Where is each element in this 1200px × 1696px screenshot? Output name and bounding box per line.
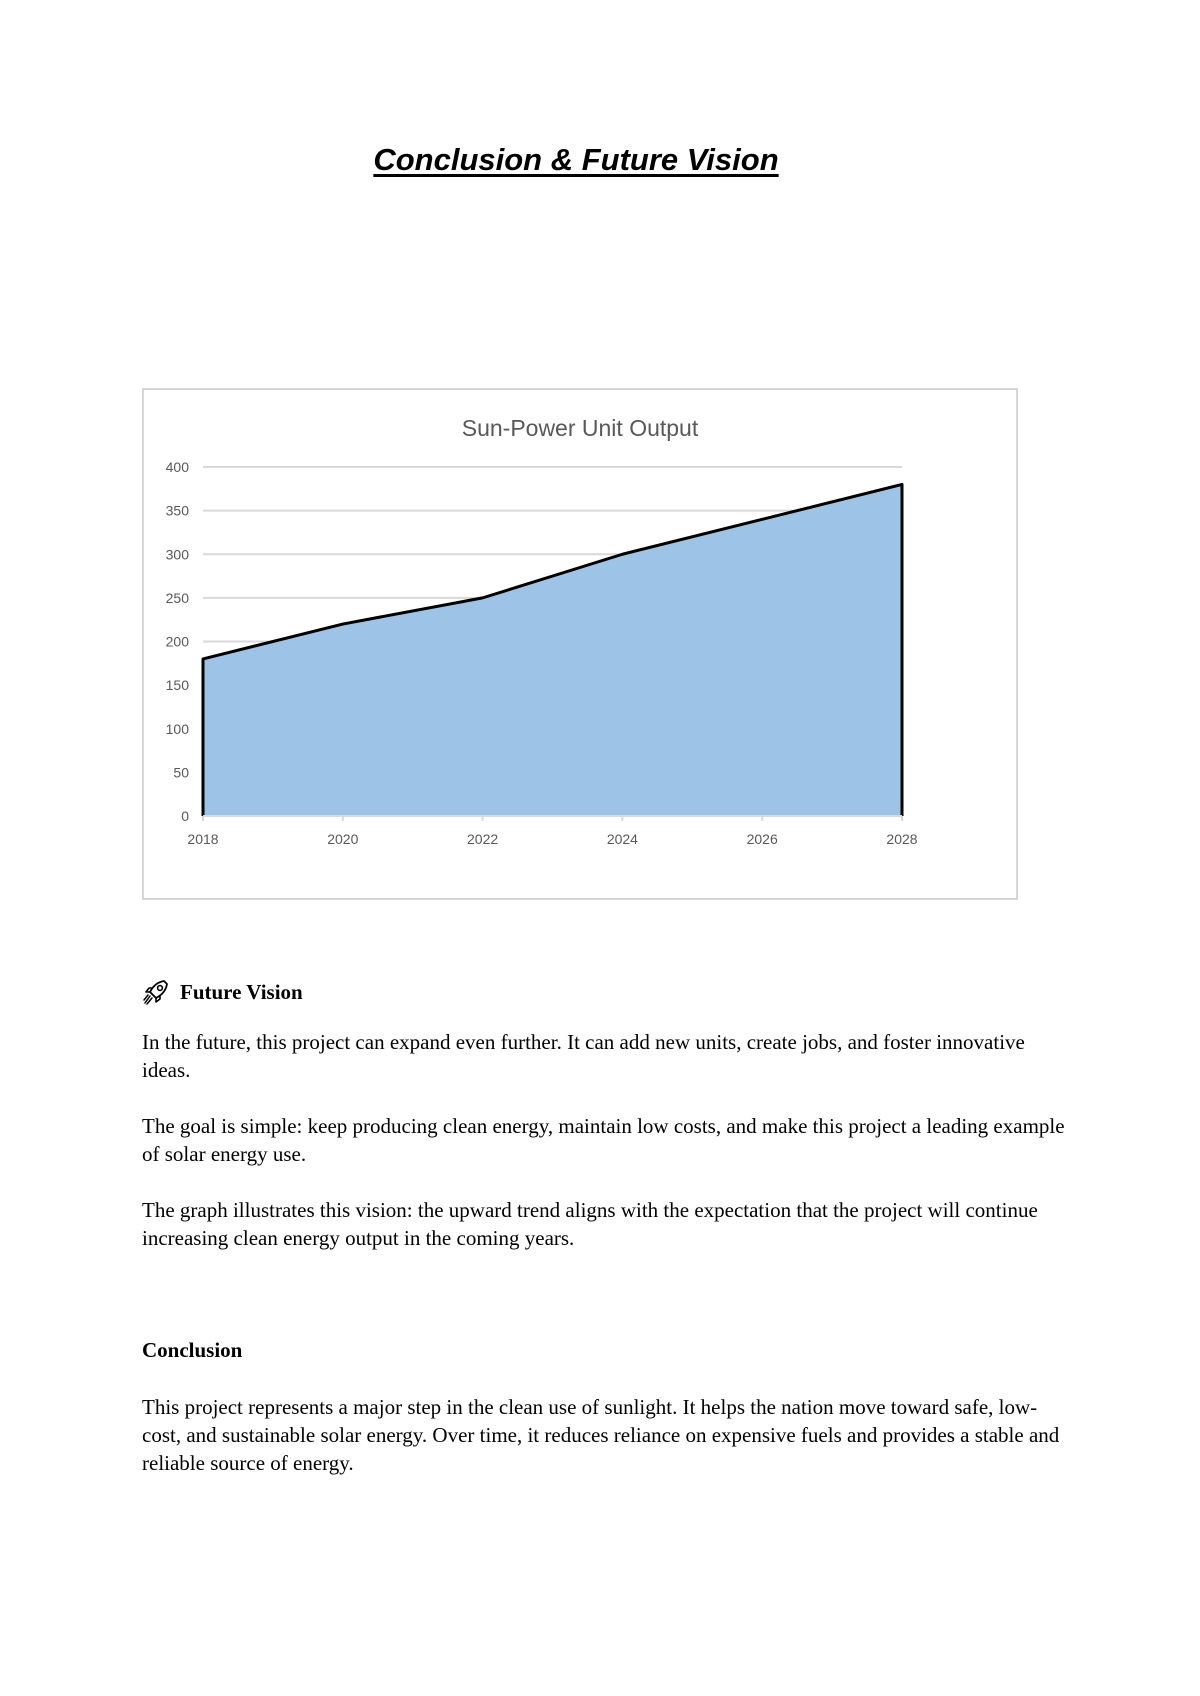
page-title: Conclusion & Future Vision	[373, 142, 779, 177]
y-tick-label: 50	[173, 764, 189, 781]
x-tick-label: 2024	[606, 831, 638, 847]
x-tick-label: 2028	[886, 831, 918, 847]
chart-y-axis	[166, 459, 190, 824]
area-fill	[203, 484, 902, 816]
future-vision-heading	[142, 978, 1072, 1006]
x-tick-label: 2018	[187, 831, 219, 847]
chart-x-axis	[187, 816, 917, 847]
future-vision-paragraph-3: The graph illustrates this vision: the upward trend aligns with the expectation that the project will continue increasing clean energy output in the coming years.	[142, 1198, 1038, 1250]
future-vision-paragraph-2: The goal is simple: keep producing clean energy, maintain low costs, and make this project a leading example of solar energy use.	[142, 1114, 1065, 1166]
future-vision-paragraph-1: In the future, this project can expand even further. It can add new units, create jobs, and foster innovative ideas.	[142, 1030, 1025, 1082]
area-chart	[142, 388, 1018, 900]
rocket-icon	[142, 978, 170, 1006]
chart-svg	[144, 390, 1016, 898]
y-tick-label: 200	[165, 633, 189, 650]
chart-title: Sun-Power Unit Output	[461, 415, 699, 441]
future-vision-heading-label: Future Vision	[180, 980, 303, 1004]
text-content	[142, 978, 1072, 1477]
x-tick-label: 2020	[327, 831, 359, 847]
conclusion-paragraph: This project represents a major step in the clean use of sunlight. It helps the nation move toward safe, low-cost, and sustainable solar energy. Over time, it reduces reliance on expensive fuels and provides a stable and reliable source of energy.	[142, 1395, 1060, 1475]
y-tick-label: 100	[165, 720, 189, 737]
chart-area-series	[203, 484, 902, 816]
conclusion-heading: Conclusion	[142, 1338, 243, 1362]
x-tick-label: 2022	[467, 831, 499, 847]
y-tick-label: 250	[165, 589, 189, 606]
y-tick-label: 150	[165, 677, 189, 694]
x-tick-label: 2026	[746, 831, 778, 847]
y-tick-label: 0	[181, 808, 189, 824]
y-tick-label: 300	[165, 546, 189, 563]
y-tick-label: 400	[165, 459, 189, 475]
y-tick-label: 350	[165, 502, 189, 519]
